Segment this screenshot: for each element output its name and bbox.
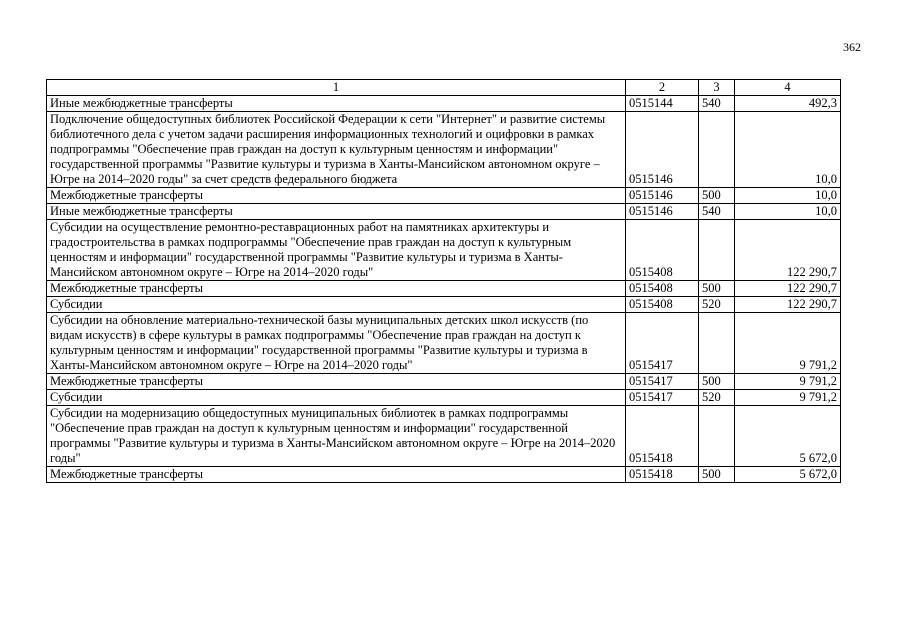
row-amount: 10,0 [735, 112, 841, 188]
row-name: Подключение общедоступных библиотек Российской Федерации к сети "Интернет" и развитие системы библиотечного дела с учетом задачи расширения информационных технологий и оцифровки в рамках подпрограммы "Обеспечение прав граждан на доступ к культурным ценностям и информации" государственной программы "Развитие культуры и туризма в Ханты-Мансийском автономном округе – Югре на 2014–2020 годы" за счет средств федерального бюджета [47, 112, 626, 188]
row-name: Субсидии на модернизацию общедоступных муниципальных библиотек в рамках подпрограммы "Обеспечение прав граждан на доступ к культурным ценностям и информации" государственной программы "Развитие культуры и туризма в Ханты-Мансийском автономном округе – Югре на 2014–2020 годы" [47, 406, 626, 467]
header-col-2: 2 [626, 80, 699, 96]
row-code: 0515146 [626, 188, 699, 204]
row-name: Субсидии на осуществление ремонтно-реставрационных работ на памятниках архитектуры и градостроительства в рамках подпрограммы "Обеспечение прав граждан на доступ к культурным ценностям и информации" государственной программы "Развитие культуры и туризма в Ханты-Мансийском автономном округе – Югре на 2014–2020 годы" [47, 220, 626, 281]
row-amount: 492,3 [735, 96, 841, 112]
row-name: Межбюджетные трансферты [47, 188, 626, 204]
row-name: Межбюджетные трансферты [47, 467, 626, 483]
row-type [699, 220, 735, 281]
row-amount: 10,0 [735, 204, 841, 220]
table-row [47, 297, 841, 313]
table-row [47, 204, 841, 220]
table-row [47, 313, 841, 374]
row-amount: 5 672,0 [735, 406, 841, 467]
header-col-3: 3 [699, 80, 735, 96]
table-row [47, 96, 841, 112]
row-amount: 9 791,2 [735, 374, 841, 390]
table-row [47, 220, 841, 281]
row-type: 540 [699, 204, 735, 220]
row-name: Субсидии [47, 390, 626, 406]
header-row [47, 80, 841, 96]
row-amount: 10,0 [735, 188, 841, 204]
row-type: 520 [699, 297, 735, 313]
row-type: 500 [699, 281, 735, 297]
row-type: 520 [699, 390, 735, 406]
row-code: 0515417 [626, 390, 699, 406]
row-name: Иные межбюджетные трансферты [47, 96, 626, 112]
row-code: 0515144 [626, 96, 699, 112]
header-col-1: 1 [47, 80, 626, 96]
row-code: 0515418 [626, 467, 699, 483]
row-name: Межбюджетные трансферты [47, 374, 626, 390]
table-row [47, 281, 841, 297]
row-code: 0515146 [626, 204, 699, 220]
row-code: 0515417 [626, 374, 699, 390]
table-row [47, 406, 841, 467]
row-amount: 122 290,7 [735, 281, 841, 297]
row-name: Субсидии на обновление материально-технической базы муниципальных детских школ искусств (по видам искусств) в сфере культуры в рамках подпрограммы "Обеспечение прав граждан на доступ к культурным ценностям и информации" государственной программы "Развитие культуры и туризма в Ханты-Мансийском автономном округе – Югре на 2014–2020 годы" [47, 313, 626, 374]
row-code: 0515408 [626, 297, 699, 313]
table-header [47, 80, 841, 96]
row-type: 540 [699, 96, 735, 112]
row-amount: 9 791,2 [735, 390, 841, 406]
table-row [47, 112, 841, 188]
row-name: Иные межбюджетные трансферты [47, 204, 626, 220]
row-type [699, 313, 735, 374]
table-row [47, 390, 841, 406]
row-code: 0515146 [626, 112, 699, 188]
row-type: 500 [699, 188, 735, 204]
table-body [47, 96, 841, 483]
table-row [47, 188, 841, 204]
row-name: Межбюджетные трансферты [47, 281, 626, 297]
row-name: Субсидии [47, 297, 626, 313]
row-code: 0515408 [626, 220, 699, 281]
table-row [47, 374, 841, 390]
row-code: 0515417 [626, 313, 699, 374]
row-type: 500 [699, 467, 735, 483]
row-type: 500 [699, 374, 735, 390]
budget-table [46, 79, 841, 483]
header-col-4: 4 [735, 80, 841, 96]
row-code: 0515408 [626, 281, 699, 297]
row-amount: 9 791,2 [735, 313, 841, 374]
row-code: 0515418 [626, 406, 699, 467]
row-amount: 5 672,0 [735, 467, 841, 483]
row-type [699, 406, 735, 467]
row-amount: 122 290,7 [735, 297, 841, 313]
page-number: 362 [843, 40, 861, 54]
row-amount: 122 290,7 [735, 220, 841, 281]
row-type [699, 112, 735, 188]
table-row [47, 467, 841, 483]
